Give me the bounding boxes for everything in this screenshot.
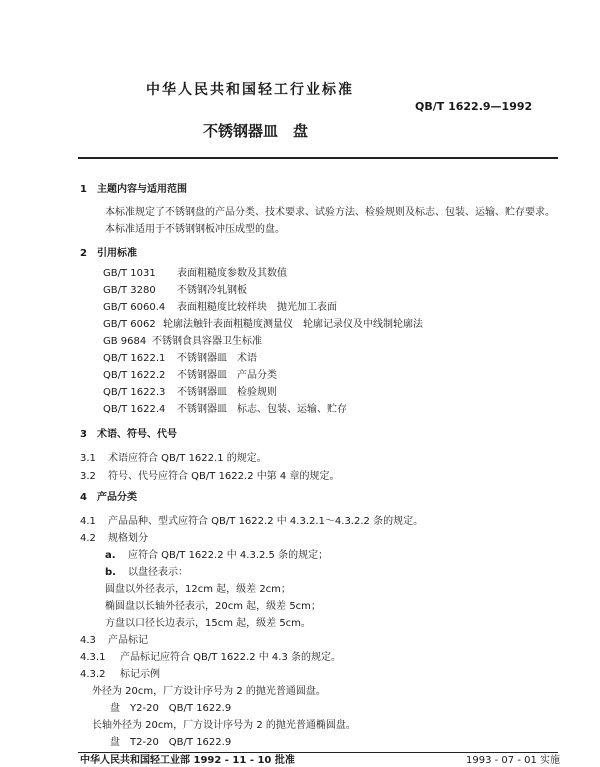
list-text: 以盘径表示： — [128, 567, 188, 578]
reference-title: 不锈钢食具容器卫生标准 — [152, 336, 262, 347]
reference-title: 不锈钢器皿 标志、包装、运输、贮存 — [177, 404, 347, 415]
clause-text: 产品标记应符合 QB/T 1622.2 中 4.3 条的规定。 — [120, 652, 341, 663]
reference-code: GB 9684 — [103, 336, 147, 347]
clause-text: 产品品种、型式应符合 QB/T 1622.2 中 4.3.2.1～4.3.2.2 条的规定。 — [108, 516, 424, 527]
reference-code: GB/T 6062 — [103, 319, 156, 330]
clause-number: 4.3.2 — [80, 669, 106, 680]
reference-title: 不锈钢器皿 术语 — [177, 353, 257, 364]
list-text: 应符合 QB/T 1622.2 中 4.3.2.5 条的规定； — [128, 550, 329, 561]
clause-text: 产品标记 — [108, 635, 148, 646]
clause-number: 4.3.1 — [80, 652, 106, 663]
reference-code: GB/T 1031 — [103, 268, 156, 279]
reference-title: 轮廓法触针表面粗糙度测量仪 轮廓记录仪及中线制轮廓法 — [163, 319, 423, 330]
spec-line: 方盘以口径长边表示，15cm 起，级差 5cm。 — [105, 618, 311, 629]
footer-rule — [78, 752, 558, 753]
reference-code: QB/T 1622.2 — [103, 370, 166, 381]
spec-line: 圆盘以外径表示，12cm 起，级差 2cm； — [105, 584, 291, 595]
reference-code: QB/T 1622.3 — [103, 387, 166, 398]
clause-text: 标记示例 — [120, 669, 160, 680]
clause-text: 规格划分 — [108, 533, 148, 544]
list-marker: b. — [105, 567, 116, 578]
clause-text: 符号、代号应符合 QB/T 1622.2 中第 4 章的规定。 — [108, 471, 340, 482]
clause-text: 术语应符合 QB/T 1622.1 的规定。 — [108, 453, 267, 464]
example-description: 长轴外径为 20cm，厂方设计序号为 2 的抛光普通椭圆盘。 — [92, 720, 356, 731]
section-4-heading: 4 产品分类 — [80, 492, 137, 503]
reference-title: 不锈钢冷轧钢板 — [177, 285, 247, 296]
example-mark: 盘 Y2-20 QB/T 1622.9 — [110, 703, 232, 714]
section-1-paragraph-2: 本标准适用于不锈钢钢板冲压成型的盘。 — [105, 224, 285, 235]
section-3-heading: 3 术语、符号、代号 — [80, 429, 177, 440]
reference-title: 不锈钢器皿 检验规则 — [177, 387, 277, 398]
clause-number: 4.2 — [80, 533, 96, 544]
reference-code: QB/T 1622.1 — [103, 353, 166, 364]
standard-code: QB/T 1622.9—1992 — [415, 100, 533, 113]
clause-number: 4.3 — [80, 635, 96, 646]
approval-line: 中华人民共和国轻工业部 1992 - 11 - 10 批准 — [80, 755, 295, 766]
reference-code: GB/T 3280 — [103, 285, 156, 296]
effective-date: 1993 - 07 - 01 实施 — [466, 755, 561, 766]
clause-number: 3.1 — [80, 453, 96, 464]
section-1-paragraph-1: 本标准规定了不锈钢盘的产品分类、技术要求、试验方法、检验规则及标志、包装、运输、贮存要求。 — [105, 207, 555, 218]
example-mark: 盘 T2-20 QB/T 1622.9 — [110, 737, 232, 748]
reference-code: QB/T 1622.4 — [103, 404, 166, 415]
section-2-heading: 2 引用标准 — [80, 248, 137, 259]
clause-number: 3.2 — [80, 471, 96, 482]
reference-title: 不锈钢器皿 产品分类 — [177, 370, 277, 381]
section-1-heading: 1 主题内容与适用范围 — [80, 184, 187, 195]
reference-code: GB/T 6060.4 — [103, 302, 166, 313]
header-rule — [78, 157, 558, 159]
document-title: 不锈钢器皿 盘 — [203, 122, 309, 140]
example-description: 外径为 20cm，厂方设计序号为 2 的抛光普通圆盘。 — [92, 686, 326, 697]
spec-line: 椭圆盘以长轴外径表示，20cm 起，级差 5cm； — [105, 601, 321, 612]
reference-title: 表面粗糙度参数及其数值 — [177, 268, 287, 279]
clause-number: 4.1 — [80, 516, 96, 527]
reference-title: 表面粗糙度比较样块 抛光加工表面 — [177, 302, 337, 313]
standard-category-title: 中华人民共和国轻工行业标准 — [146, 82, 354, 98]
list-marker: a. — [105, 550, 116, 561]
